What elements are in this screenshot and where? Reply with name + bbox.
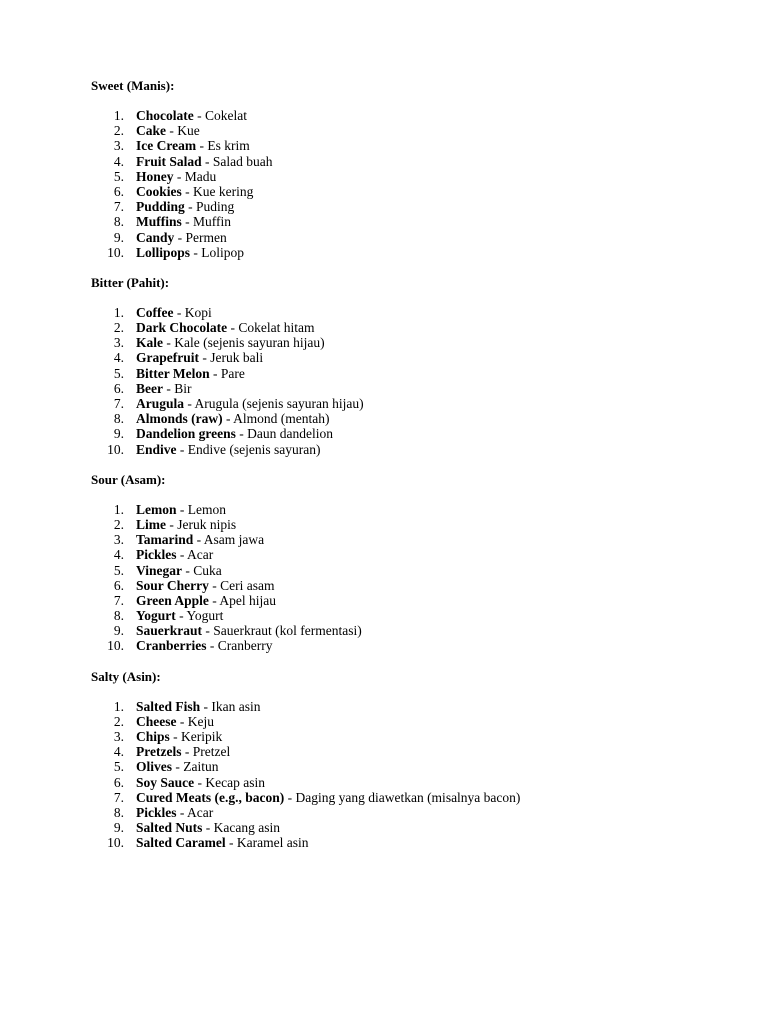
item-number: 7. — [113, 199, 124, 215]
item-number: 10. — [107, 441, 124, 457]
item-term: Coffee — [136, 304, 174, 320]
item-translation: - Salad buah — [201, 153, 273, 169]
list-item — [91, 245, 731, 260]
item-translation: - Pare — [209, 365, 245, 381]
item-number: 2. — [113, 123, 124, 139]
item-number: 7. — [113, 789, 124, 805]
item-translation: - Cokelat — [193, 108, 247, 123]
item-term: Soy Sauce — [136, 774, 195, 790]
item-translation: - Jeruk nipis — [166, 516, 237, 532]
item-translation: - Ceri asam — [208, 577, 275, 593]
item-term: Vinegar — [136, 562, 182, 578]
item-term: Endive — [136, 441, 177, 457]
item-term: Muffins — [136, 214, 182, 230]
list-item — [91, 123, 731, 138]
item-number: 4. — [113, 153, 124, 169]
item-term: Pickles — [136, 547, 177, 563]
item-term: Cake — [136, 123, 166, 139]
item-number: 10. — [107, 835, 124, 851]
item-term: Salted Caramel — [136, 835, 226, 851]
list-item — [91, 744, 731, 759]
item-translation: - Es krim — [196, 138, 250, 154]
item-term: Dandelion greens — [136, 426, 236, 442]
item-number: 4. — [113, 744, 124, 760]
list-item — [91, 729, 731, 744]
item-translation: - Cokelat hitam — [227, 320, 315, 336]
item-number: 9. — [113, 426, 124, 442]
item-term: Cheese — [136, 713, 177, 729]
section-salty — [91, 669, 731, 851]
item-number: 10. — [107, 244, 124, 260]
item-term: Dark Chocolate — [136, 320, 228, 336]
item-translation: - Acar — [176, 547, 214, 563]
item-term: Cookies — [136, 183, 182, 199]
item-term: Sour Cherry — [136, 577, 209, 593]
item-translation: - Kacang asin — [202, 820, 280, 836]
item-number: 6. — [113, 577, 124, 593]
item-number: 1. — [113, 698, 124, 714]
item-number: 9. — [113, 229, 124, 245]
list-item — [91, 547, 731, 562]
item-number: 6. — [113, 380, 124, 396]
item-translation: - Daging yang diawetkan (misalnya bacon) — [284, 789, 521, 805]
item-number: 9. — [113, 820, 124, 836]
list-item — [91, 532, 731, 547]
item-translation: - Asam jawa — [193, 532, 265, 548]
item-translation: - Permen — [174, 229, 227, 245]
list-item — [91, 820, 731, 835]
list-item — [91, 775, 731, 790]
item-translation: - Keripik — [169, 729, 223, 744]
list-item — [91, 608, 731, 623]
item-term: Sauerkraut — [136, 623, 203, 639]
item-number: 6. — [113, 183, 124, 199]
item-number: 3. — [113, 335, 124, 351]
item-translation: - Madu — [173, 168, 217, 184]
list-item — [91, 396, 731, 411]
item-number: 3. — [113, 138, 124, 154]
item-number: 8. — [113, 804, 124, 820]
list-item — [91, 350, 731, 365]
item-number: 8. — [113, 608, 124, 624]
list-item — [91, 563, 731, 578]
item-term: Cured Meats (e.g., bacon) — [136, 789, 285, 805]
item-term: Salted Fish — [136, 698, 201, 714]
list-item — [91, 699, 731, 714]
item-term: Kale — [136, 335, 163, 351]
list-item — [91, 623, 731, 638]
item-translation: - Kecap asin — [194, 774, 265, 790]
list-item — [91, 426, 731, 441]
list-item — [91, 805, 731, 820]
item-translation: - Keju — [176, 713, 214, 729]
item-number: 4. — [113, 350, 124, 366]
item-number: 8. — [113, 411, 124, 427]
item-translation: - Lolipop — [190, 244, 245, 260]
item-translation: - Muffin — [181, 214, 232, 230]
item-number: 3. — [113, 729, 124, 744]
item-number: 6. — [113, 774, 124, 790]
list-item — [91, 199, 731, 214]
item-translation: - Zaitun — [172, 759, 219, 775]
item-term: Honey — [136, 168, 174, 184]
list-item — [91, 638, 731, 653]
item-translation: - Kue — [166, 123, 200, 139]
list-item — [91, 790, 731, 805]
list-item — [91, 108, 731, 123]
item-translation: - Lemon — [176, 501, 226, 517]
list-item — [91, 381, 731, 396]
item-term: Chips — [136, 729, 170, 744]
list-item — [91, 169, 731, 184]
item-number: 1. — [113, 501, 124, 517]
item-term: Lime — [136, 516, 166, 532]
item-number: 7. — [113, 396, 124, 411]
item-term: Beer — [136, 380, 163, 396]
item-translation: - Arugula (sejenis sayuran hijau) — [184, 396, 364, 411]
item-number: 5. — [113, 759, 124, 775]
item-translation: - Kopi — [173, 304, 212, 320]
item-translation: - Acar — [176, 804, 214, 820]
item-number: 2. — [113, 713, 124, 729]
list-item — [91, 154, 731, 169]
section-heading: Sour (Asam): — [91, 471, 166, 487]
item-term: Almonds (raw) — [136, 411, 223, 427]
list-item — [91, 578, 731, 593]
list-item — [91, 502, 731, 517]
item-term: Lollipops — [136, 244, 191, 260]
list-item — [91, 335, 731, 350]
list-item — [91, 320, 731, 335]
item-translation: - Endive (sejenis sayuran) — [176, 441, 321, 457]
item-term: Yogurt — [136, 608, 176, 624]
item-number: 2. — [113, 320, 124, 336]
item-number: 5. — [113, 365, 124, 381]
item-translation: - Kue kering — [181, 183, 254, 199]
list-item — [91, 411, 731, 426]
item-number: 1. — [113, 304, 124, 320]
list-item — [91, 138, 731, 153]
item-number: 3. — [113, 532, 124, 548]
item-term: Chocolate — [136, 108, 194, 123]
item-translation: - Karamel asin — [225, 835, 309, 851]
item-translation: - Bir — [162, 380, 192, 396]
item-translation: - Cranberry — [206, 638, 273, 654]
item-translation: - Jeruk bali — [199, 350, 264, 366]
section-heading: Bitter (Pahit): — [91, 274, 170, 290]
list-item — [91, 759, 731, 774]
item-term: Tamarind — [136, 532, 194, 548]
item-number: 9. — [113, 623, 124, 639]
item-translation: - Puding — [184, 199, 235, 215]
item-number: 10. — [107, 638, 124, 654]
item-translation: - Pretzel — [181, 744, 231, 760]
item-list — [91, 305, 731, 457]
item-translation: - Sauerkraut (kol fermentasi) — [202, 623, 362, 639]
item-term: Pickles — [136, 804, 177, 820]
item-term: Pudding — [136, 199, 185, 215]
item-term: Cranberries — [136, 638, 207, 654]
item-number: 4. — [113, 547, 124, 563]
list-item — [91, 184, 731, 199]
list-item — [91, 214, 731, 229]
item-translation: - Apel hijau — [208, 592, 277, 608]
item-term: Candy — [136, 229, 175, 245]
section-heading: Salty (Asin): — [91, 668, 161, 684]
item-number: 5. — [113, 562, 124, 578]
section-heading: Sweet (Manis): — [91, 78, 175, 93]
list-item — [91, 593, 731, 608]
item-translation: - Daun dandelion — [235, 426, 333, 442]
item-term: Salted Nuts — [136, 820, 203, 836]
item-term: Lemon — [136, 501, 177, 517]
item-number: 2. — [113, 516, 124, 532]
item-term: Ice Cream — [136, 138, 197, 154]
section-bitter — [91, 275, 731, 457]
item-number: 8. — [113, 214, 124, 230]
item-number: 7. — [113, 592, 124, 608]
list-item — [91, 366, 731, 381]
section-sour — [91, 472, 731, 654]
item-translation: - Ikan asin — [200, 698, 261, 714]
item-term: Arugula — [136, 396, 185, 411]
item-translation: - Almond (mentah) — [222, 411, 330, 427]
item-translation: - Cuka — [182, 562, 222, 578]
list-item — [91, 442, 731, 457]
item-number: 5. — [113, 168, 124, 184]
list-item — [91, 517, 731, 532]
item-term: Pretzels — [136, 744, 182, 760]
item-list — [91, 502, 731, 654]
item-number: 1. — [113, 108, 124, 123]
item-list — [91, 108, 731, 260]
section-sweet — [91, 78, 731, 260]
list-item — [91, 305, 731, 320]
item-list — [91, 699, 731, 851]
list-item — [91, 835, 731, 850]
item-term: Fruit Salad — [136, 153, 202, 169]
list-item — [91, 714, 731, 729]
document-page — [91, 78, 731, 866]
item-translation: - Kale (sejenis sayuran hijau) — [163, 335, 325, 351]
list-item — [91, 230, 731, 245]
item-term: Green Apple — [136, 592, 209, 608]
item-term: Bitter Melon — [136, 365, 210, 381]
item-term: Olives — [136, 759, 172, 775]
item-translation: - Yogurt — [175, 608, 224, 624]
item-term: Grapefruit — [136, 350, 199, 366]
